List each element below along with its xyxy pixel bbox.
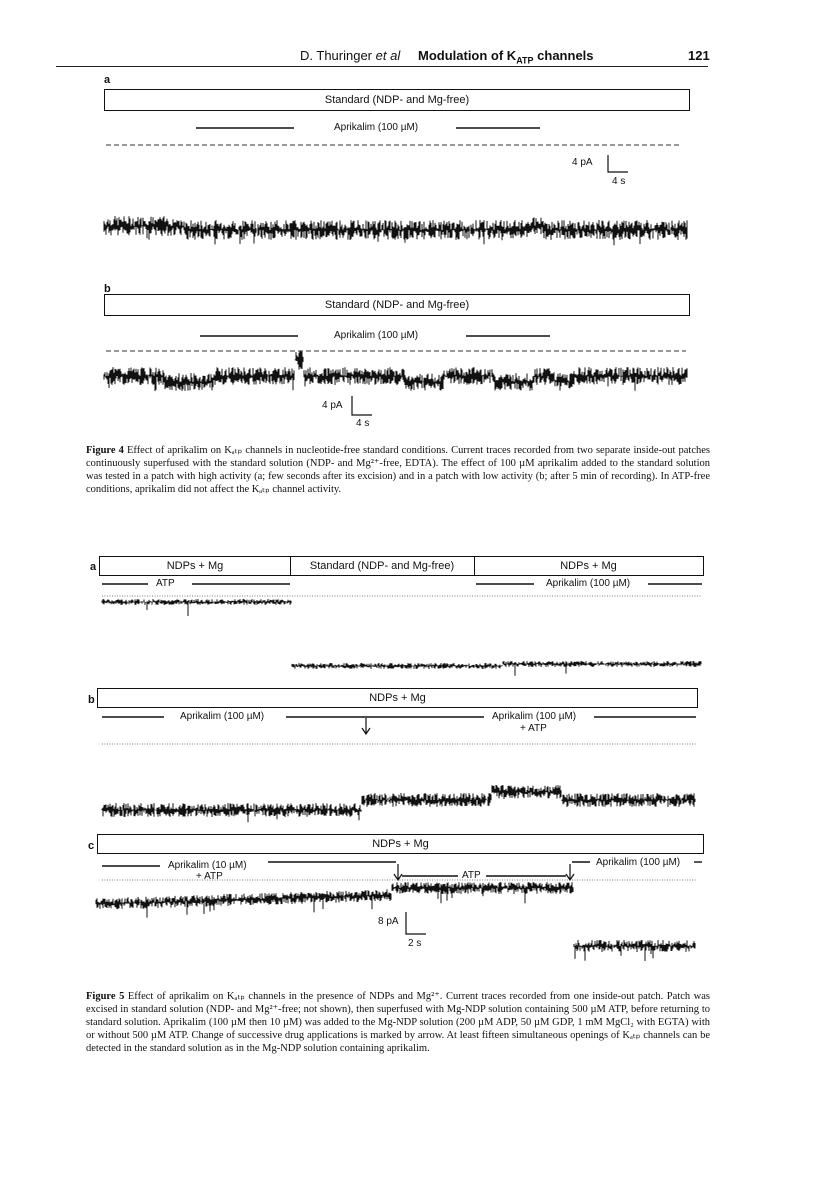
running-header-authors: D. Thuringer et al — [300, 48, 401, 63]
fig5-a-seg3-label: NDPs + Mg — [560, 560, 617, 572]
fig4-b-solution-label: Standard (NDP- and Mg-free) — [324, 299, 470, 311]
fig5-panel-b-letter: b — [88, 694, 95, 706]
fig5-c-drug2-label: ATP — [462, 870, 481, 881]
fig5-b-drug2-label: Aprikalim (100 µM) — [492, 711, 577, 722]
page-number: 121 — [688, 48, 710, 63]
fig5-b-solution-label: NDPs + Mg — [369, 692, 426, 704]
fig5-a-seg1-label: NDPs + Mg — [166, 560, 224, 572]
fig5-caption-text: Effect of aprikalim on Kₐₜₚ channels in the presence of NDPs and Mg²⁺. Current traces recorded from one inside-out patch. Patch was excised in standard solution (NDP- and Mg²⁺-free; not shown), then superfused with Mg-NDP solution containing 500 µM ATP, before returning to standard solution. Aprikalim (100 µM then 10 µM) was added to the Mg-NDP solution (200 µM ADP, 50 µM GDP, 1 mM MgCl₂ with EGTA) with or without 500 µM ATP. Change of successive drug applications is marked by arrow. At least fifteen simultaneous openings of Kₐₜₚ channels can be detected in the standard solution as in the Mg-NDP solution containing aprikalim. — [86, 991, 710, 1054]
fig5-caption-label: Figure 5 — [86, 991, 125, 1002]
fig5-panel-a-letter: a — [90, 561, 97, 573]
fig5-c-solution-label: NDPs + Mg — [372, 838, 429, 850]
fig5-c-scale-x: 2 s — [408, 938, 422, 949]
fig4-b-scale-y: 4 pA — [322, 400, 343, 411]
fig5-c-drug1-line2: + ATP — [196, 871, 223, 882]
fig4-b-scale-x: 4 s — [356, 418, 370, 429]
fig5-a-drug2-label: Aprikalim (100 µM) — [546, 578, 631, 589]
running-header-title: Modulation of $K_{ATP}$ channels — [418, 48, 594, 66]
fig4-panel-b-letter: b — [104, 283, 111, 295]
fig5-a-drug1-label: ATP — [156, 578, 175, 589]
fig5-caption — [86, 990, 710, 1055]
fig4-caption-label: Figure 4 — [86, 445, 124, 456]
fig5-c-drug3-label: Aprikalim (100 µM) — [596, 857, 681, 868]
fig5-b-drug2-line2: + ATP — [520, 723, 547, 734]
fig5-c-drug1-label: Aprikalim (10 µM) — [168, 860, 247, 871]
fig5-a-seg2-label: Standard (NDP- and Mg-free) — [309, 560, 455, 572]
fig4-panel-a-letter: a — [104, 74, 111, 86]
fig4-a-drug-label: Aprikalim (100 µM) — [334, 122, 419, 133]
fig5-c-scale-y: 8 pA — [378, 916, 399, 927]
fig4-a-scale-y: 4 pA — [572, 157, 593, 168]
fig4-a-scale-x: 4 s — [612, 176, 626, 187]
fig4-caption-text: Effect of aprikalim on Kₐₜₚ channels in nucleotide-free standard conditions. Current traces recorded from two separate inside-out patches continuously superfused with the standard solution (NDP- and Mg²⁺-free, EDTA). The effect of 100 µM aprikalim added to the standard solution was tested in a patch with high activity (a; few seconds after its excision) and in a patch with low activity (b; after 5 min of recording). In ATP-free conditions, aprikalim did not affect the Kₐₜₚ channel activity. — [86, 445, 710, 495]
fig4-a-solution-label: Standard (NDP- and Mg-free) — [324, 94, 470, 106]
fig5-b-drug1-label: Aprikalim (100 µM) — [180, 711, 265, 722]
fig4-b-drug-label: Aprikalim (100 µM) — [334, 330, 419, 341]
fig5-panel-c-letter: c — [88, 840, 95, 852]
